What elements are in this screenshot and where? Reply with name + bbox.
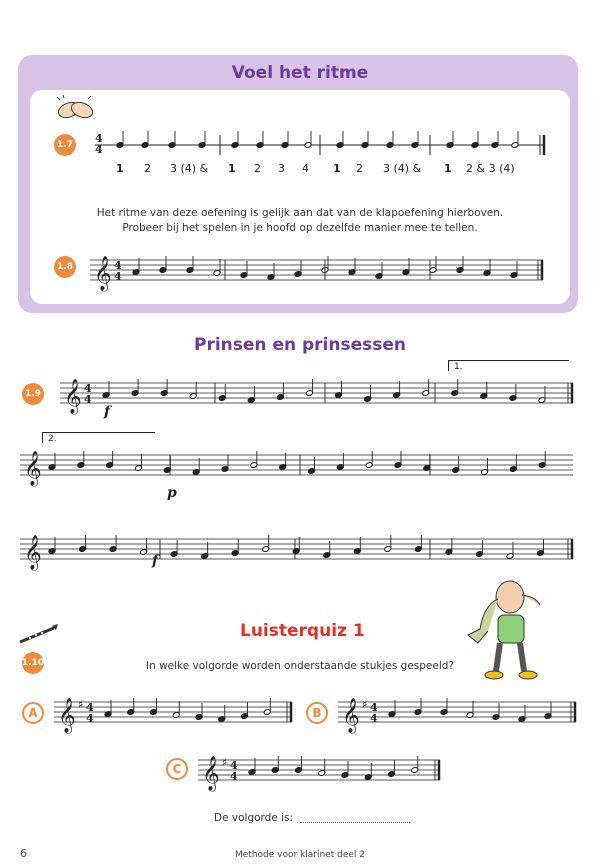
answer-label: De volgorde is:: [214, 812, 294, 824]
treble-clef-icon: 𝄞: [58, 698, 76, 733]
time-signature: 4: [114, 259, 122, 272]
volta-bracket-1: [448, 360, 569, 371]
dynamic-piano: p: [167, 485, 177, 501]
time-signature: 4: [84, 382, 92, 395]
footer-title: Methode voor klarinet deel 2: [235, 850, 365, 860]
instruction-line-1: Het ritme van deze oefening is gelijk aan dat van de klapoefening hierboven.: [96, 207, 504, 219]
sharp-icon: ♯: [222, 756, 228, 769]
count-label: 2: [254, 162, 261, 175]
count-label: 2 & 3 (4): [466, 162, 515, 175]
option-b-badge: B: [306, 702, 328, 724]
count-label: 1: [444, 162, 452, 175]
count-label: 3 (4) &: [170, 162, 209, 175]
volta-label-1: 1.: [454, 362, 463, 372]
option-c-badge: C: [166, 758, 188, 780]
count-label: 1: [333, 162, 341, 175]
time-signature: 4: [86, 701, 94, 714]
count-label: 2: [356, 162, 363, 175]
svg-text:4: 4: [95, 132, 103, 145]
quiz-question: In welke volgorde worden onderstaande stukjes gespeeld?: [146, 660, 454, 672]
exercise-badge-1-8: 1.8: [54, 256, 76, 278]
page-number: 6: [20, 847, 27, 860]
dynamic-forte: f: [104, 404, 111, 420]
clarinet-icon: [16, 624, 60, 646]
time-signature: 4: [114, 270, 122, 283]
staff-1-9-line-2: [20, 447, 575, 486]
answer-line[interactable]: [300, 822, 410, 823]
treble-clef-icon: 𝄞: [202, 756, 220, 791]
volta-label-2: 2.: [48, 434, 57, 444]
treble-clef-icon: 𝄞: [342, 698, 360, 733]
exercise-badge-1-9: 1.9: [22, 383, 44, 405]
option-a-badge: A: [22, 702, 44, 724]
treble-clef-icon: 𝄞: [24, 451, 42, 486]
staff-1-8: [90, 252, 545, 291]
count-label: 3 (4) &: [383, 162, 422, 175]
time-signature: 4: [84, 393, 92, 406]
exercise-badge-1-7: 1.7: [54, 134, 76, 156]
listening-man-illustration: [460, 575, 560, 685]
count-label: 2: [144, 162, 151, 175]
treble-clef-icon: 𝄞: [24, 535, 42, 570]
time-signature: 4: [86, 712, 94, 725]
treble-clef-icon: 𝄞: [94, 256, 112, 291]
staff-option-c: [198, 752, 442, 791]
volta-bracket-2: [42, 432, 155, 443]
section-title-prinsen: Prinsen en prinsessen: [194, 335, 406, 355]
staff-1-9-line-1: [60, 375, 575, 414]
sharp-icon: ♯: [362, 698, 368, 711]
instruction-line-2: Probeer bij het spelen in je hoofd op dezelfde manier mee te tellen.: [122, 222, 478, 234]
time-signature: 4: [230, 759, 238, 772]
section-title-voel-het-ritme: Voel het ritme: [231, 63, 369, 83]
rhythm-staff-1-7: [90, 120, 550, 160]
treble-clef-icon: 𝄞: [64, 379, 82, 414]
time-signature: 4: [370, 712, 378, 725]
count-label: 1: [116, 162, 124, 175]
staff-1-9-line-3: [20, 531, 575, 570]
time-signature: 4: [370, 701, 378, 714]
count-label: 1: [228, 162, 236, 175]
staff-option-a: [54, 694, 294, 733]
count-label: 4: [302, 162, 309, 175]
section-title-luisterquiz: Luisterquiz 1: [240, 621, 365, 641]
dynamic-forte: f: [152, 553, 159, 569]
exercise-badge-1-10: 1.10: [22, 652, 44, 674]
time-signature: 4: [230, 770, 238, 783]
sharp-icon: ♯: [78, 698, 84, 711]
svg-text:4: 4: [95, 143, 103, 156]
count-label: 3: [278, 162, 285, 175]
staff-option-b: [338, 694, 578, 733]
